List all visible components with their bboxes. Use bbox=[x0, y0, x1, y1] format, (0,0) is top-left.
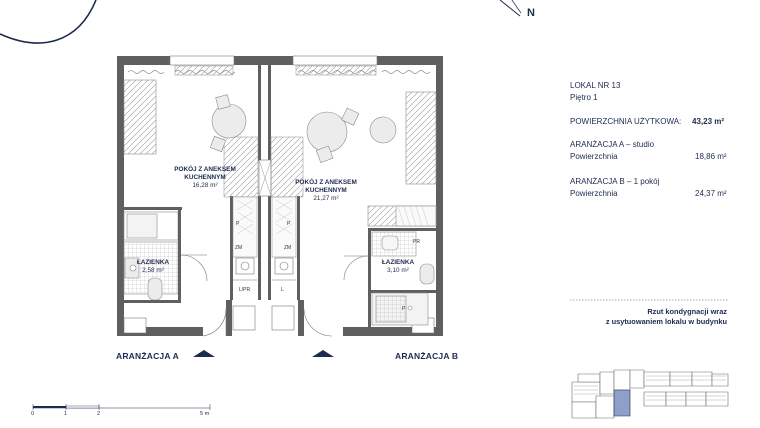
bathroom-b-label: ŁAZIENKA 3,10 m² bbox=[381, 259, 415, 274]
entrance-b-marker bbox=[312, 350, 334, 357]
fixture-zm-b: ZM bbox=[284, 245, 292, 251]
room-a-main-label: POKÓJ Z ANEKSEM KUCHENNYM 16,28 m² bbox=[174, 166, 236, 189]
scale-tick-0: 0 bbox=[31, 411, 35, 417]
scale-tick-2: 2 bbox=[97, 411, 101, 417]
site-curve bbox=[0, 0, 96, 43]
compass-icon bbox=[500, 0, 521, 16]
fixture-p-a: P bbox=[236, 221, 240, 227]
fixture-lpr-a: L/PR bbox=[239, 287, 251, 293]
arrangement-a-title: ARANŻACJA A – studio bbox=[570, 140, 655, 149]
unit-number: LOKAL NR 13 bbox=[570, 81, 621, 90]
furniture-b bbox=[307, 92, 436, 226]
fixture-zm-a: ZM bbox=[235, 245, 243, 251]
floor-label: Piętro 1 bbox=[570, 93, 598, 102]
scale-bar bbox=[33, 404, 210, 410]
room-b-main-label: POKÓJ Z ANEKSEM KUCHENNYM 21,27 m² bbox=[295, 179, 357, 202]
fixture-p-b-shower: P bbox=[402, 306, 406, 312]
arrangement-b-label: ARANŻACJA B bbox=[395, 351, 459, 361]
scale-tick-5: 5 m bbox=[200, 411, 210, 417]
fixture-p-b: P bbox=[287, 221, 291, 227]
curtains bbox=[128, 71, 430, 74]
arrangement-b-title: ARANŻACJA B – 1 pokój bbox=[570, 177, 660, 186]
arrangement-a-area-value: 18,86 m² bbox=[695, 152, 727, 161]
arrangement-b-area-label: Powierzchnia bbox=[570, 189, 618, 198]
usable-area-value: 43,23 m² bbox=[692, 117, 725, 126]
scale-tick-1: 1 bbox=[64, 411, 68, 417]
north-label: N bbox=[527, 7, 535, 19]
fixture-l-b: L bbox=[281, 287, 284, 293]
arrangement-a-area-label: Powierzchnia bbox=[570, 152, 618, 161]
fixture-pr-b: PR bbox=[413, 239, 420, 245]
arrangement-a-label: ARANŻACJA A bbox=[116, 351, 179, 361]
bathroom-a-label: ŁAZIENKA 2,58 m² bbox=[136, 259, 170, 274]
location-caption: Rzut kondygnacji wraz z usytuowaniem lokalu w budynku bbox=[605, 307, 727, 326]
entrance-a-marker bbox=[193, 350, 215, 357]
arrangement-b-area-value: 24,37 m² bbox=[695, 189, 727, 198]
usable-area-label: POWIERZCHNIA UŻYTKOWA: bbox=[570, 117, 682, 126]
